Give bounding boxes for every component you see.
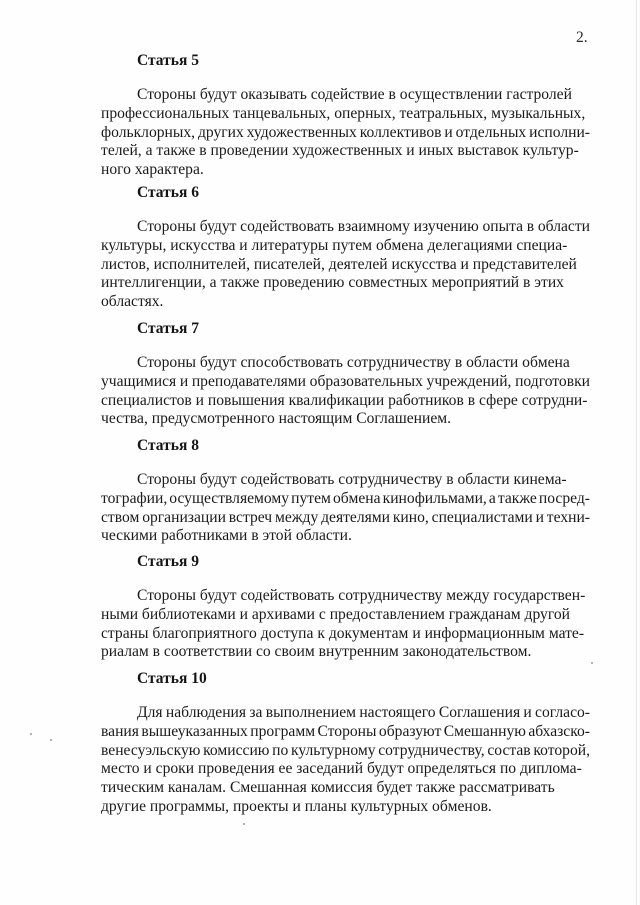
paragraph-line: Стороны будут содействовать сотрудничеству в области кинема-	[137, 471, 567, 488]
article-heading: Статья 8	[137, 437, 199, 454]
scan-speck	[591, 662, 593, 664]
paragraph-line: Стороны будут способствовать сотрудничеству в области обмена	[137, 354, 570, 371]
paragraph-line: ного характера.	[101, 161, 204, 179]
article-paragraph	[101, 587, 590, 662]
paragraph-line: место и сроки проведения ее заседаний будут определяться по диплома-	[101, 760, 582, 778]
paragraph-line: интеллигенции, а также проведению совместных мероприятий в этих	[101, 274, 564, 292]
paragraph-line: листов, исполнителей, писателей, деятелей искусства и представителей	[101, 255, 577, 273]
scan-speck	[50, 739, 52, 741]
paragraph-line: другие программы, проекты и планы культурных обменов.	[101, 797, 492, 815]
paragraph-line: профессиональных танцевальных, оперных, театральных, музыкальных,	[101, 104, 586, 122]
paragraph-line: областях.	[101, 293, 164, 311]
paragraph-line: специалистов и повышения квалификации работников в сфере сотрудни-	[101, 391, 588, 409]
paragraph-line: страны благоприятного доступа к документам и информационным мате-	[101, 624, 585, 642]
paragraph-line: Стороны будут содействовать взаимному изучению опыта в области	[137, 218, 590, 235]
article-paragraph	[101, 704, 590, 817]
scan-edge-line	[636, 0, 637, 905]
paragraph-line: фольклорных, других художественных коллективов и отдельных исполни-	[101, 123, 590, 141]
paragraph-line: тическим каналам. Смешанная комиссия будет также рассматривать	[101, 779, 555, 797]
paragraph-line: ством организации встреч между деятелями кино, специалистами и техни-	[101, 508, 590, 526]
article-paragraph	[101, 471, 590, 546]
article-paragraph	[101, 86, 590, 180]
paragraph-line: учащимися и преподавателями образовательных учреждений, подготовки	[101, 372, 590, 390]
paragraph-line: Для наблюдения за выполнением настоящего Соглашения и согласо-	[137, 704, 590, 721]
paragraph-line: культуры, искусства и литературы путем обмена делегациями специа-	[101, 236, 568, 254]
scan-speck	[243, 823, 245, 825]
article-heading: Статья 10	[137, 670, 207, 687]
page-number: 2.	[576, 29, 588, 46]
paragraph-line: Стороны будут содействовать сотрудничеству между государствен-	[137, 587, 586, 604]
article-heading: Статья 5	[137, 52, 199, 69]
paragraph-line: Стороны будут оказывать содействие в осуществлении гастролей	[137, 86, 572, 103]
article-heading: Статья 9	[137, 553, 199, 570]
article-paragraph	[101, 218, 590, 312]
paragraph-line: тографии, осуществляемому путем обмена кинофильмами, а также посред-	[101, 489, 590, 507]
scan-speck	[30, 733, 32, 735]
article-heading: Статья 7	[137, 320, 199, 337]
article-heading: Статья 6	[137, 184, 199, 201]
paragraph-line: ческими работниками в этой области.	[101, 527, 352, 545]
paragraph-line: риалам в соответствии со своим внутренним законодательством.	[101, 643, 532, 661]
paragraph-line: венесуэльскую комиссию по культурному сотрудничеству, состав которой,	[101, 741, 590, 759]
paragraph-line: вания вышеуказанных программ Стороны образуют Смешанную абхазско-	[101, 722, 590, 740]
paragraph-line: чества, предусмотренного настоящим Соглашением.	[101, 410, 452, 428]
article-paragraph	[101, 354, 590, 429]
paragraph-line: телей, а также в проведении художественных и иных выставок культур-	[101, 142, 579, 160]
paragraph-line: ными библиотеками и архивами с предоставлением гражданам другой	[101, 605, 571, 623]
